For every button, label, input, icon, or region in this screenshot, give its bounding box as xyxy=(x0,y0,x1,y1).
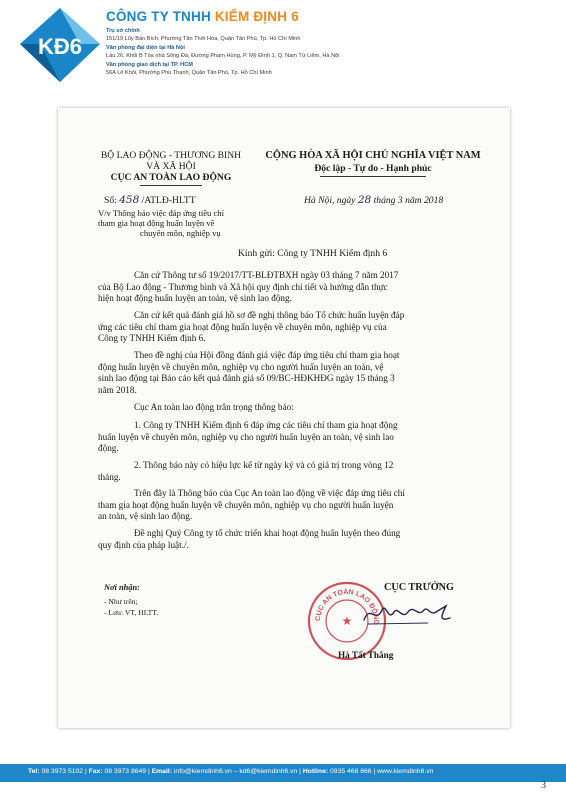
hcm-office-label: Văn phòng giao dịch tại TP. HCM xyxy=(106,61,193,68)
nation-header: CỘNG HÒA XÃ HỘI CHỦ NGHĨA VIỆT NAM xyxy=(265,150,481,161)
subject-line-1: V/v Thông báo việc đáp ứng tiêu chí xyxy=(98,208,224,218)
hcm-office-address: 56A Lê Khôi, Phường Phú Thạnh, Quận Tân Phú, Tp. Hồ Chí Minh xyxy=(106,70,272,77)
recipient-1: - Như trên; xyxy=(104,597,138,606)
agency-line-2: VÀ XÃ HỘI xyxy=(146,161,196,172)
head-office-address: 151/19 Lũy Bán Bích, Phường Tân Thới Hòa, Quận Tân Phú, Tp. Hồ Chí Minh xyxy=(106,36,301,43)
head-office-label: Trụ sở chính xyxy=(106,28,140,34)
paragraph-7: Trên đây là Thông báo của Cục An toàn lao động về việc đáp ứng tiêu chí tham gia hoạt động huấn luyện về chuyên môn, nghiệp vụ cho người huấn luyện an toàn, vệ sinh lao động. xyxy=(98,488,405,522)
hanoi-office-address: Lầu 26, Khối B Tòa nhà Sông Đà, Đường Phạm Hùng, P. Mỹ Đình 1, Q. Nam Từ Liêm, Hà Nội xyxy=(106,53,340,60)
letterhead xyxy=(0,0,566,92)
handwritten-signature xyxy=(358,594,458,634)
paragraph-1: Căn cứ Thông tư số 19/2017/TT-BLĐTBXH ngày 03 tháng 7 năm 2017 của Bộ Lao động - Thương binh và Xã hội quy định chi tiết và hướng dẫn thực hiện hoạt động huấn luyện an toàn, vệ sinh lao động. xyxy=(98,270,399,304)
paragraph-2: Căn cứ kết quả đánh giá hồ sơ đề nghị thông báo Tổ chức huấn luyện đáp ứng các tiêu chí tham gia hoạt động huấn luyện về chuyên môn, nghiệp vụ của Công ty TNHH Kiểm định 6. xyxy=(98,310,405,344)
company-name: CÔNG TY TNHH KIỂM ĐỊNH 6 xyxy=(106,9,299,24)
agency-line-3: CỤC AN TOÀN LAO ĐỘNG xyxy=(110,172,232,183)
document-date: Hà Nội, ngày 28 tháng 3 năm 2018 xyxy=(304,194,444,206)
company-addresses xyxy=(106,27,339,77)
logo-text: KĐ6 xyxy=(37,34,83,59)
subject-line-2: tham gia hoạt động huấn luyện về xyxy=(98,218,215,228)
document-number: Số: 458 /ATLĐ-HLTT xyxy=(104,194,196,206)
signer-name: Hà Tất Thắng xyxy=(338,650,394,660)
paragraph-5: 1. Công ty TNHH Kiểm định 6 đáp ứng các tiêu chí tham gia hoạt động huấn luyện về chuyên môn, nghiệp vụ cho người huấn luyện an toàn, vệ sinh lao động. xyxy=(98,420,398,454)
stamp-star-icon: ★ xyxy=(341,614,353,628)
paragraph-6: 2. Thông báo này có hiệu lực kể từ ngày ký và có giá trị trong vòng 12 tháng. xyxy=(98,460,394,482)
agency-line-1: BỘ LAO ĐỘNG - THƯƠNG BINH xyxy=(100,150,242,161)
page-number: 3 xyxy=(541,780,546,791)
footer-website[interactable]: www.kiemdinh6.vn xyxy=(377,768,434,775)
recipients-heading: Nơi nhận: xyxy=(104,583,140,592)
paragraph-8: Đề nghị Quý Công ty tổ chức triển khai hoạt động huấn luyện theo đúng quy định của pháp luật./. xyxy=(98,528,401,550)
agency-underline xyxy=(140,185,202,186)
paragraph-4: Cục An toàn lao động trân trọng thông báo: xyxy=(134,402,294,412)
footer-contacts: Tel: 08 3973 5102 | Fax: 08 3973 8649 | Email: info@kiemdinh6.vn – kd6@kiemdinh6.vn | Hotline: 0935 468 666 | www.kiemdinh6.vn xyxy=(28,768,434,775)
scanned-letter xyxy=(58,108,510,728)
paragraph-3: Theo đề nghị của Hội đồng đánh giá việc đáp ứng tiêu chí tham gia hoạt động huấn luyện về chuyên môn, nghiệp vụ cho người huấn luyện an toàn, vệ sinh lao động tại Báo cáo kết quả đánh giá số 09/BC-HĐKHĐG ngày 15 tháng 3 năm 2018. xyxy=(98,350,400,395)
motto-underline xyxy=(320,176,426,177)
nation-motto: Độc lập - Tự do - Hạnh phúc xyxy=(314,163,432,174)
addressee: Kính gửi: Công ty TNHH Kiểm định 6 xyxy=(238,248,388,259)
hanoi-office-label: Văn phòng đại diện tại Hà Nội xyxy=(106,44,185,51)
stamp-text: CỤC AN TOÀN LAO ĐỘNG xyxy=(314,588,380,626)
subject-line-3: chuyên môn, nghiệp vụ xyxy=(140,228,221,238)
recipient-2: - Lưu: VT, HLTT. xyxy=(104,608,159,617)
company-logo xyxy=(18,6,102,84)
footer-bar xyxy=(0,764,566,782)
signer-title: CỤC TRƯỞNG xyxy=(384,582,454,593)
